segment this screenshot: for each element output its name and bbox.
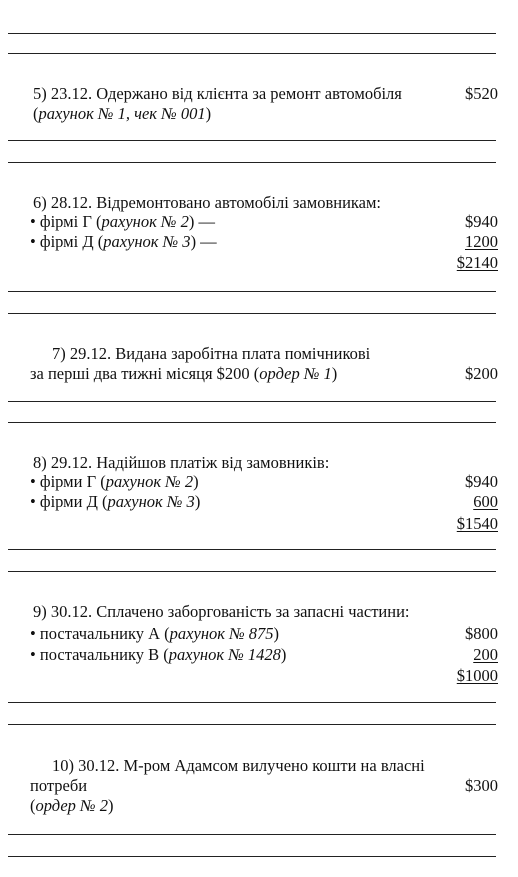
entry-5-line-1: 5) 23.12. Одержано від клієнта за ремонт автомобіля (33, 84, 402, 103)
entry-6-item-2: • фірмі Д (рахунок № 3) — (30, 232, 217, 251)
blank-line (8, 702, 496, 703)
blank-line (8, 313, 496, 314)
entry-10-line-1: 10) 30.12. М-ром Адамсом вилучено кошти на власні (52, 756, 425, 775)
entry-6-total: $2140 (456, 253, 498, 272)
blank-line (8, 162, 496, 163)
entry-9-line-1: 9) 30.12. Сплачено заборгованість за запасні частини: (33, 602, 410, 621)
entry-9-item-1: • постачальнику А (рахунок № 875) (30, 624, 280, 643)
entry-10-line-3: (ордер № 2) (30, 796, 114, 815)
entry-8-item-1: • фірми Г (рахунок № 2) (30, 472, 199, 491)
blank-line (8, 724, 496, 725)
entry-8-item-2: • фірми Д (рахунок № 3) (30, 492, 201, 511)
entry-9-item-2: • постачальнику В (рахунок № 1428) (30, 645, 287, 664)
entry-5-line-2: (рахунок № 1, чек № 001) (33, 104, 212, 123)
blank-line (8, 53, 496, 54)
entry-9-item-2-amount: 200 (473, 645, 498, 664)
blank-line (8, 422, 496, 423)
blank-line (8, 291, 496, 292)
entry-7-line-2: за перші два тижні місяця $200 (ордер № 1) (30, 364, 338, 383)
blank-line (8, 856, 496, 857)
entry-6-line-1: 6) 28.12. Відремонтовано автомобілі замовникам: (33, 193, 382, 212)
entry-10-line-2: потреби (30, 776, 88, 795)
entry-6-item-1-amount: $940 (465, 212, 498, 231)
entry-8-line-1: 8) 29.12. Надійшов платіж від замовників: (33, 453, 330, 472)
entry-7-line-1: 7) 29.12. Видана заробітна плата помічникові (52, 344, 371, 363)
blank-line (8, 33, 496, 34)
blank-line (8, 140, 496, 141)
blank-line (8, 549, 496, 550)
entry-8-item-1-amount: $940 (465, 472, 498, 491)
entry-8-item-2-amount: 600 (473, 492, 498, 511)
entry-6-item-1: • фірмі Г (рахунок № 2) — (30, 212, 215, 231)
blank-line (8, 571, 496, 572)
blank-line (8, 834, 496, 835)
entry-6-item-2-amount: 1200 (465, 232, 498, 251)
entry-10-amount: $300 (465, 776, 498, 795)
blank-line (8, 401, 496, 402)
entry-9-total: $1000 (456, 666, 498, 685)
entry-5-amount: $520 (465, 84, 498, 103)
entry-8-total: $1540 (456, 514, 498, 533)
entry-7-amount: $200 (465, 364, 498, 383)
entry-9-item-1-amount: $800 (465, 624, 498, 643)
